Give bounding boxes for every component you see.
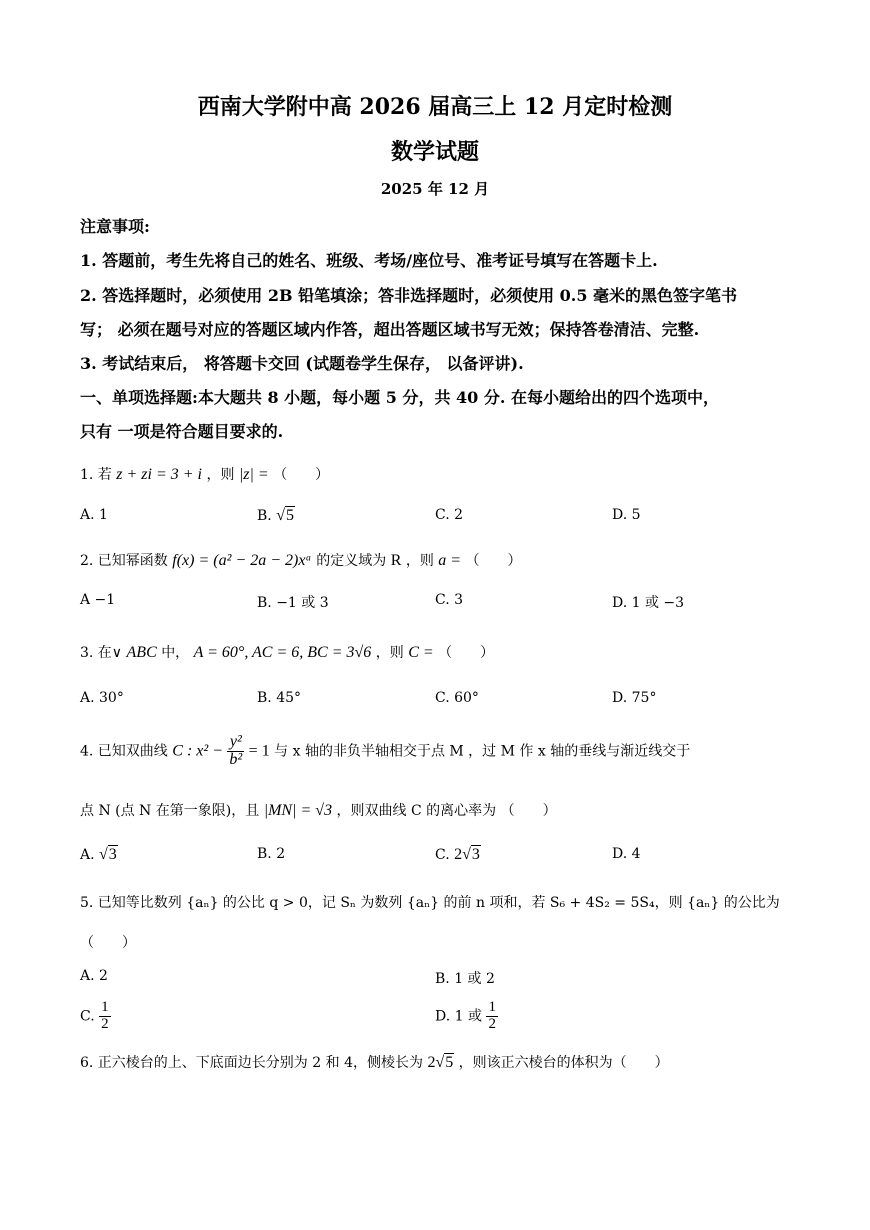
section-1-line-1: 一、单项选择题:本大题共 8 小题，每小题 5 分，共 40 分. 在每小题给出的四个选项中，: [80, 388, 720, 407]
q1-option-b: B. √5: [257, 507, 294, 524]
question-5-tail: （ ）: [80, 935, 136, 951]
q4-option-c: C. 2√3: [435, 846, 480, 863]
question-2: 2. 已知幂函数 f(x) = (a² − 2a − 2)xᵃ 的定义域为 R ，则 a = （ ）: [80, 552, 522, 569]
q2-domain-set: R: [390, 552, 402, 569]
q2-function: f(x) = (a² − 2a − 2)xᵃ: [172, 552, 312, 569]
question-4-line-1: 4. 已知双曲线 C : x² − $\frac{\text{y²}}{\text{b²}}$ = 1 与 x 轴的非负半轴相交于点 M ，过 M 作 x 轴的垂线与渐近线交于: [80, 733, 691, 768]
notes-heading: 注意事项:: [80, 217, 150, 236]
q1-option-d: D. 5: [612, 507, 641, 523]
notes-item-2a: 2. 答选择题时，必须使用 2B 铅笔填涂；答非选择题时，必须使用 0.5 毫米的黑色签字笔书: [80, 286, 738, 305]
q5-option-b: B. 1 或 2: [435, 971, 495, 987]
q3-conditions: A = 60°, AC = 6, BC = 3√6: [193, 644, 372, 661]
q4-fraction: $\frac{\text{y²}}{\text{b²}}$: [229, 733, 243, 768]
q5-option-d: D. 1 或 $\frac{1}{2}$: [435, 999, 496, 1032]
q1-modulus: |z| =: [238, 466, 269, 483]
q2-option-c: C. 3: [435, 592, 464, 608]
q3-option-c: C. 60°: [435, 690, 479, 706]
notes-item-1: 1. 答题前，考生先将自己的姓名、班级、考场/座位号、准考证号填写在答题卡上.: [80, 251, 658, 270]
q2-option-b: B. −1 或 3: [257, 595, 329, 611]
q4-option-b: B. 2: [257, 846, 286, 862]
q4-option-d: D. 4: [612, 846, 641, 862]
q2-option-a: A −1: [80, 592, 116, 608]
question-6: 6. 正六棱台的上、下底面边长分别为 2 和 4，侧棱长为 2√5 ，则该正六棱台的体积为（ ）: [80, 1054, 669, 1071]
exam-title: 西南大学附中高 2026 届高三上 12 月定时检测: [197, 94, 673, 120]
question-3: 3. 在∨ ABC 中， A = 60°, AC = 6, BC = 3√6 ，则 C = （ ）: [80, 644, 495, 661]
q3-option-d: D. 75°: [612, 690, 657, 706]
notes-item-3: 3. 考试结束后， 将答题卡交回 (试题卷学生保存， 以备评讲).: [80, 354, 524, 373]
exam-date: 2025 年 12 月: [380, 180, 490, 198]
question-5: 5. 已知等比数列 {aₙ} 的公比 q > 0，记 Sₙ 为数列 {aₙ} 的前 n 项和，若 S₆ + 4S₂ = 5S₄，则 {aₙ} 的公比为: [80, 895, 780, 911]
question-4-line-2: 点 N (点 N 在第一象限)，且 |MN| = √3 ，则双曲线 C 的离心率为 （ ）: [80, 802, 557, 819]
q3-option-b: B. 45°: [257, 690, 302, 706]
question-1: 1. 若 z + zi = 3 + i ，则 |z| = （ ）: [80, 466, 330, 483]
q1-option-c: C. 2: [435, 507, 464, 523]
exam-subtitle: 数学试题: [390, 139, 479, 165]
q4-option-a: A. √3: [80, 846, 117, 863]
q5-option-a: A. 2: [80, 968, 108, 984]
section-1-line-2: 只有 一项是符合题目要求的.: [80, 422, 284, 441]
q5-option-c: C. $\frac{1}{2}$: [80, 999, 109, 1032]
q1-option-a: A. 1: [80, 507, 108, 523]
q1-equation: z + zi = 3 + i: [116, 466, 202, 483]
notes-item-2b: 写； 必须在题号对应的答题区域内作答，超出答题区域书写无效；保持答卷清洁、完整.: [80, 320, 700, 339]
q2-option-d: D. 1 或 −3: [612, 595, 685, 611]
q3-option-a: A. 30°: [80, 690, 124, 706]
